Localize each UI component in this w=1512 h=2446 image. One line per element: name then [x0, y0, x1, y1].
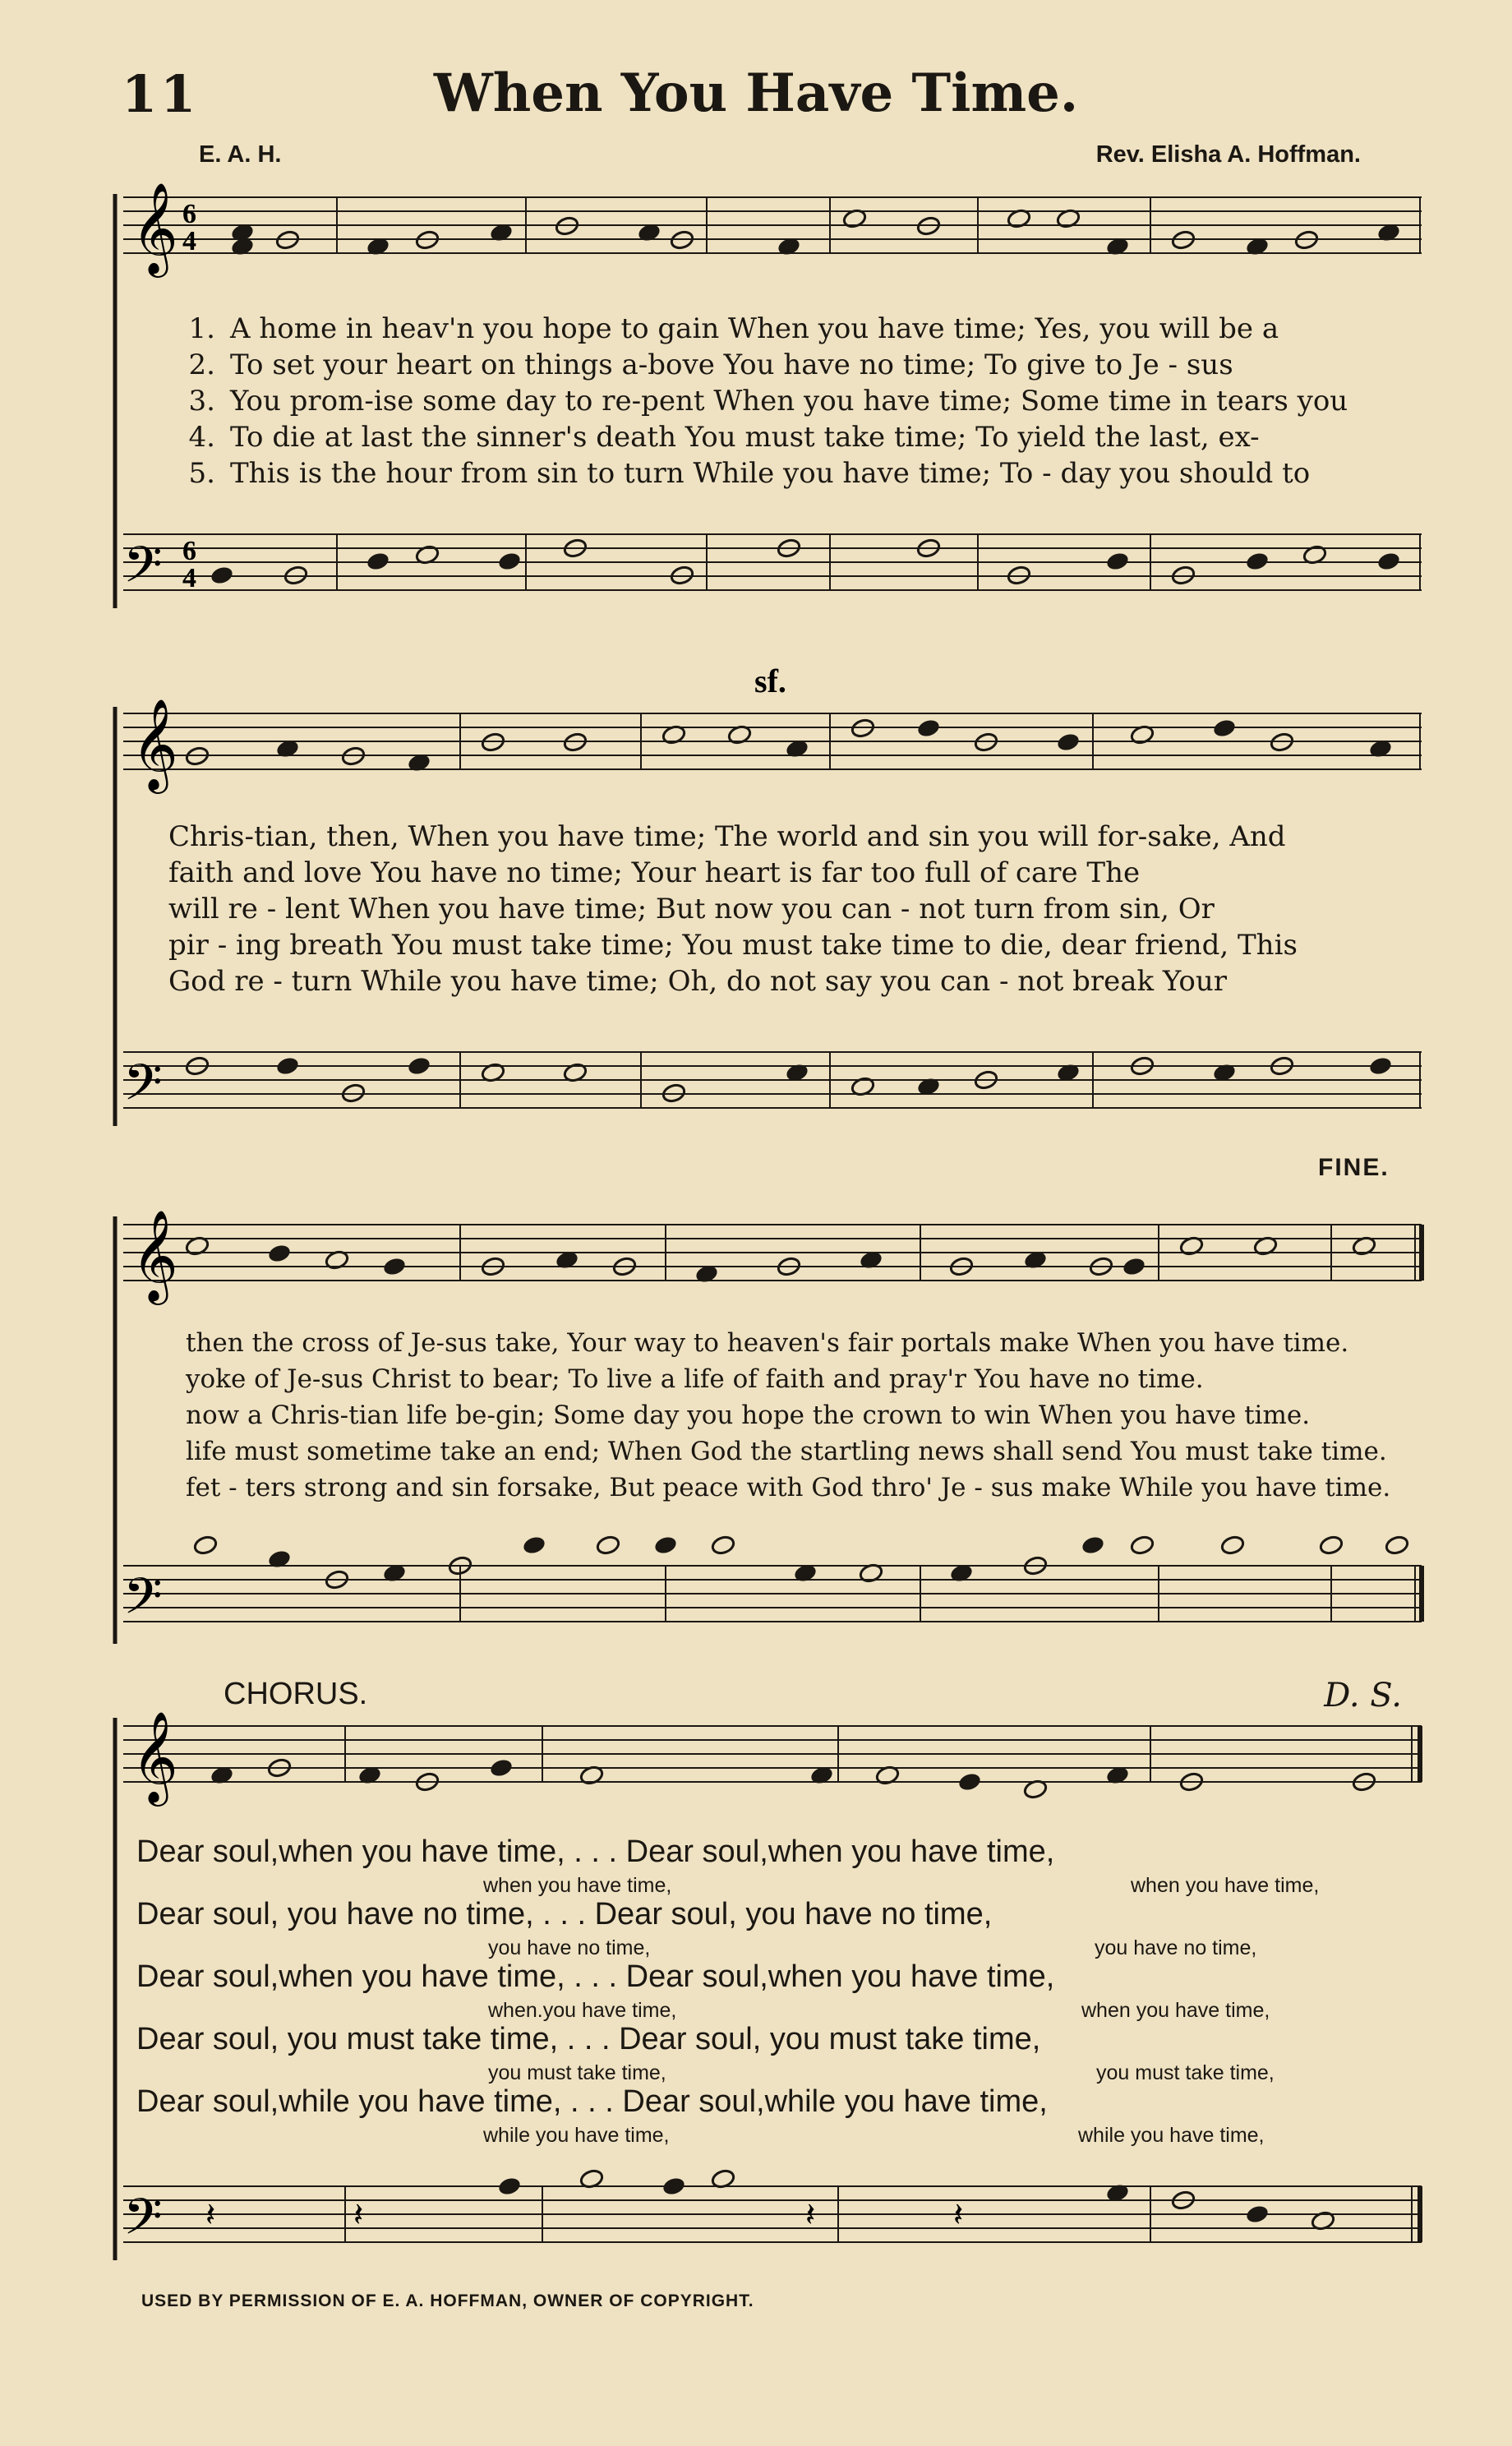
chorus-line-2: Dear soul, you have no time, . . . Dear soul, you have no time, [136, 1897, 993, 1931]
chorus-line-5: Dear soul,while you have time, . . . Dear soul,while you have time, [136, 2084, 1048, 2119]
svg-text:𝄢: 𝄢 [123, 1567, 163, 1638]
svg-text:𝄢: 𝄢 [123, 1054, 163, 1124]
svg-text:𝄞: 𝄞 [131, 182, 178, 274]
composer-credit: Rev. Elisha A. Hoffman. [1095, 141, 1361, 168]
time-sig-top-bass: 6 [182, 536, 196, 566]
time-sig-top: 6 [182, 199, 196, 229]
verse-5-line-1: 5. This is the hour from sin to turn While you have time; To - day you should to [188, 457, 1311, 490]
chorus-line-1: Dear soul,when you have time, . . . Dear soul,when you have time, [136, 1834, 1055, 1869]
svg-text:𝄽: 𝄽 [205, 2196, 216, 2234]
svg-text:𝄽: 𝄽 [353, 2196, 364, 2234]
chorus-line-3: Dear soul,when you have time, . . . Dear soul,when you have time, [136, 1959, 1055, 1994]
chorus-line-4: Dear soul, you must take time, . . . Dear soul, you must take time, [136, 2022, 1041, 2056]
fine-marking: FINE. [1318, 1154, 1390, 1181]
verse-2-line-2: faith and love You have no time; Your heart is far too full of care The [168, 856, 1141, 889]
lyricist-credit: E. A. H. [199, 141, 282, 168]
verse-5-line-2: God re - turn While you have time; Oh, do not say you can - not break Your [168, 965, 1228, 998]
verse-1-line-2: Chris-tian, then, When you have time; The world and sin you will for-sake, And [168, 820, 1286, 853]
copyright-notice: USED BY PERMISSION OF E. A. HOFFMAN, OWNER OF COPYRIGHT. [141, 2291, 754, 2310]
verse-3-line-3: now a Chris-tian life be-gin; Some day you hope the crown to win When you have time. [186, 1401, 1311, 1430]
verse-3-line-2: will re - lent When you have time; But now you can - not turn from sin, Or [168, 893, 1215, 925]
svg-text:𝄽: 𝄽 [953, 2196, 964, 2234]
verse-5-line-3: fet - ters strong and sin forsake, But peace with God thro' Je - sus make While you have time. [186, 1473, 1391, 1502]
svg-text:𝄽: 𝄽 [805, 2196, 816, 2234]
verse-3-line-1: 3. You prom-ise some day to re-pent When you have time; Some time in tears you [188, 385, 1348, 418]
time-sig-bottom: 4 [182, 226, 196, 256]
verse-4-line-3: life must sometime take an end; When God the startling news shall send You must take time. [186, 1437, 1387, 1466]
svg-text:𝄞: 𝄞 [131, 698, 178, 790]
svg-text:𝄞: 𝄞 [131, 1209, 178, 1301]
hymn-title: When You Have Time. [433, 62, 1079, 124]
ds-marking: D. S. [1324, 1677, 1402, 1715]
sforzando: sf. [754, 662, 786, 699]
verse-1-line-3: then the cross of Je-sus take, Your way to heaven's fair portals make When you have time. [186, 1328, 1349, 1358]
verse-2-line-1: 2. To set your heart on things a-bove You have no time; To give to Je - sus [188, 348, 1233, 381]
verse-4-line-2: pir - ing breath You must take time; You must take time to die, dear friend, This [168, 929, 1298, 962]
svg-text:𝄢: 𝄢 [123, 2188, 163, 2259]
svg-text:𝄢: 𝄢 [123, 536, 163, 607]
svg-text:𝄞: 𝄞 [131, 1710, 178, 1802]
verse-2-line-3: yoke of Je-sus Christ to bear; To live a life of faith and pray'r You have no time. [186, 1364, 1204, 1394]
verse-4-line-1: 4. To die at last the sinner's death You must take time; To yield the last, ex- [188, 421, 1260, 454]
page-number: 11 [122, 64, 200, 124]
verse-1-line-1: 1. A home in heav'n you hope to gain When you have time; Yes, you will be a [188, 312, 1279, 345]
chorus-label: CHORUS. [224, 1677, 368, 1711]
time-sig-bottom-bass: 4 [182, 563, 196, 593]
